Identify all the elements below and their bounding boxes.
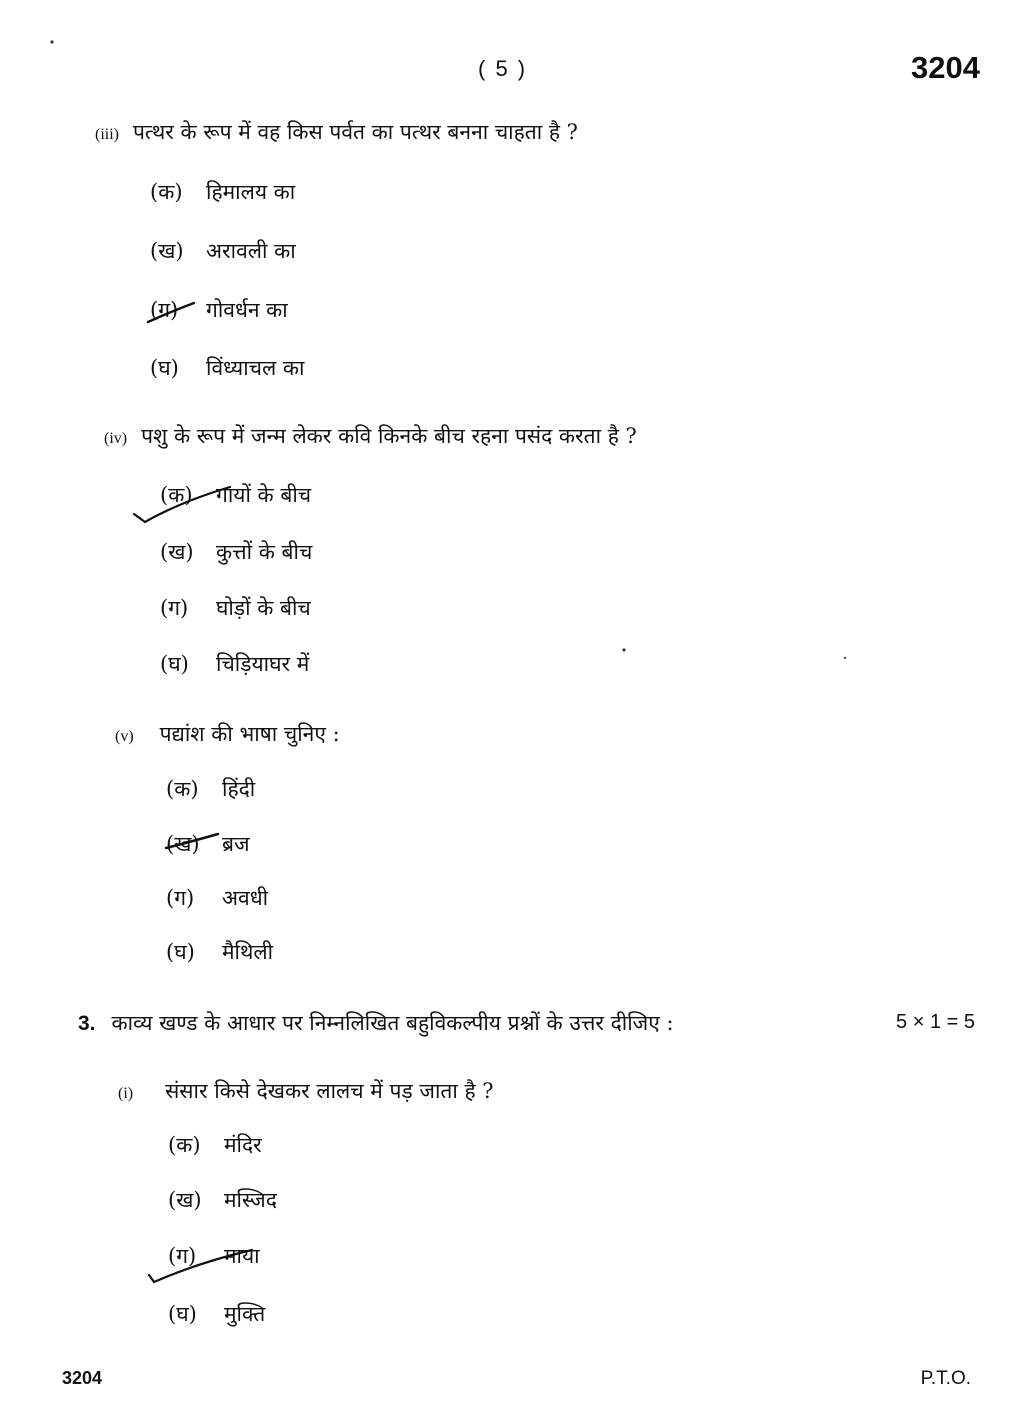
question-number: (v) — [115, 728, 134, 745]
question-3-i — [118, 1077, 494, 1105]
question-iv — [104, 422, 637, 450]
option-iv-ga: (ग) घोड़ों के बीच — [160, 596, 311, 620]
option-v-kha: (ख) ब्रज — [166, 832, 250, 856]
question-number: (iii) — [95, 126, 119, 143]
stray-dot — [844, 657, 846, 659]
question-number: (i) — [118, 1085, 134, 1102]
option-iii-ga: (ग) गोवर्धन का — [150, 298, 288, 322]
question-text: पत्थर के रूप में वह किस पर्वत का पत्थर बनना चाहता है ? — [133, 120, 578, 144]
option-iv-gha: (घ) चिड़ियाघर में — [160, 652, 310, 676]
paper-code-footer: 3204 — [62, 1368, 103, 1388]
option-v-ka: (क) हिंदी — [166, 777, 256, 801]
option-3i-kha: (ख) मस्जिद — [168, 1188, 277, 1212]
option-iii-ka: (क) हिमालय का — [150, 180, 296, 204]
option-iii-gha: (घ) विंध्याचल का — [150, 356, 305, 380]
section-3-heading — [78, 1009, 674, 1037]
option-iii-kha: (ख) अरावली का — [150, 239, 296, 263]
section-number: 3. — [78, 1012, 96, 1035]
option-v-gha: (घ) मैथिली — [166, 940, 274, 964]
option-3i-gha: (घ) मुक्ति — [168, 1302, 266, 1326]
paper-code-header: 3204 — [911, 50, 980, 85]
stray-dot — [622, 648, 625, 651]
option-3i-ga: (ग) माया — [168, 1244, 260, 1268]
stray-dot — [50, 40, 53, 43]
option-iv-kha: (ख) कुत्तों के बीच — [160, 540, 313, 564]
option-iv-ka: (क) गायों के बीच — [160, 483, 312, 507]
section-3-marks: 5 × 1 = 5 — [896, 1011, 975, 1033]
page-number: ( 5 ) — [478, 56, 528, 81]
option-v-ga: (ग) अवधी — [166, 886, 269, 910]
pto-label: P.T.O. — [920, 1368, 971, 1389]
question-text: पशु के रूप में जन्म लेकर कवि किनके बीच रहना पसंद करता है ? — [141, 424, 637, 448]
question-text: पद्यांश की भाषा चुनिए : — [159, 722, 340, 746]
question-text: संसार किसे देखकर लालच में पड़ जाता है ? — [165, 1079, 494, 1103]
option-3i-ka: (क) मंदिर — [168, 1133, 262, 1157]
section-instruction: काव्य खण्ड के आधार पर निम्नलिखित बहुविकल्पीय प्रश्नों के उत्तर दीजिए : — [111, 1011, 674, 1035]
question-iii — [95, 118, 578, 146]
question-v — [115, 720, 340, 748]
question-number: (iv) — [104, 430, 128, 447]
